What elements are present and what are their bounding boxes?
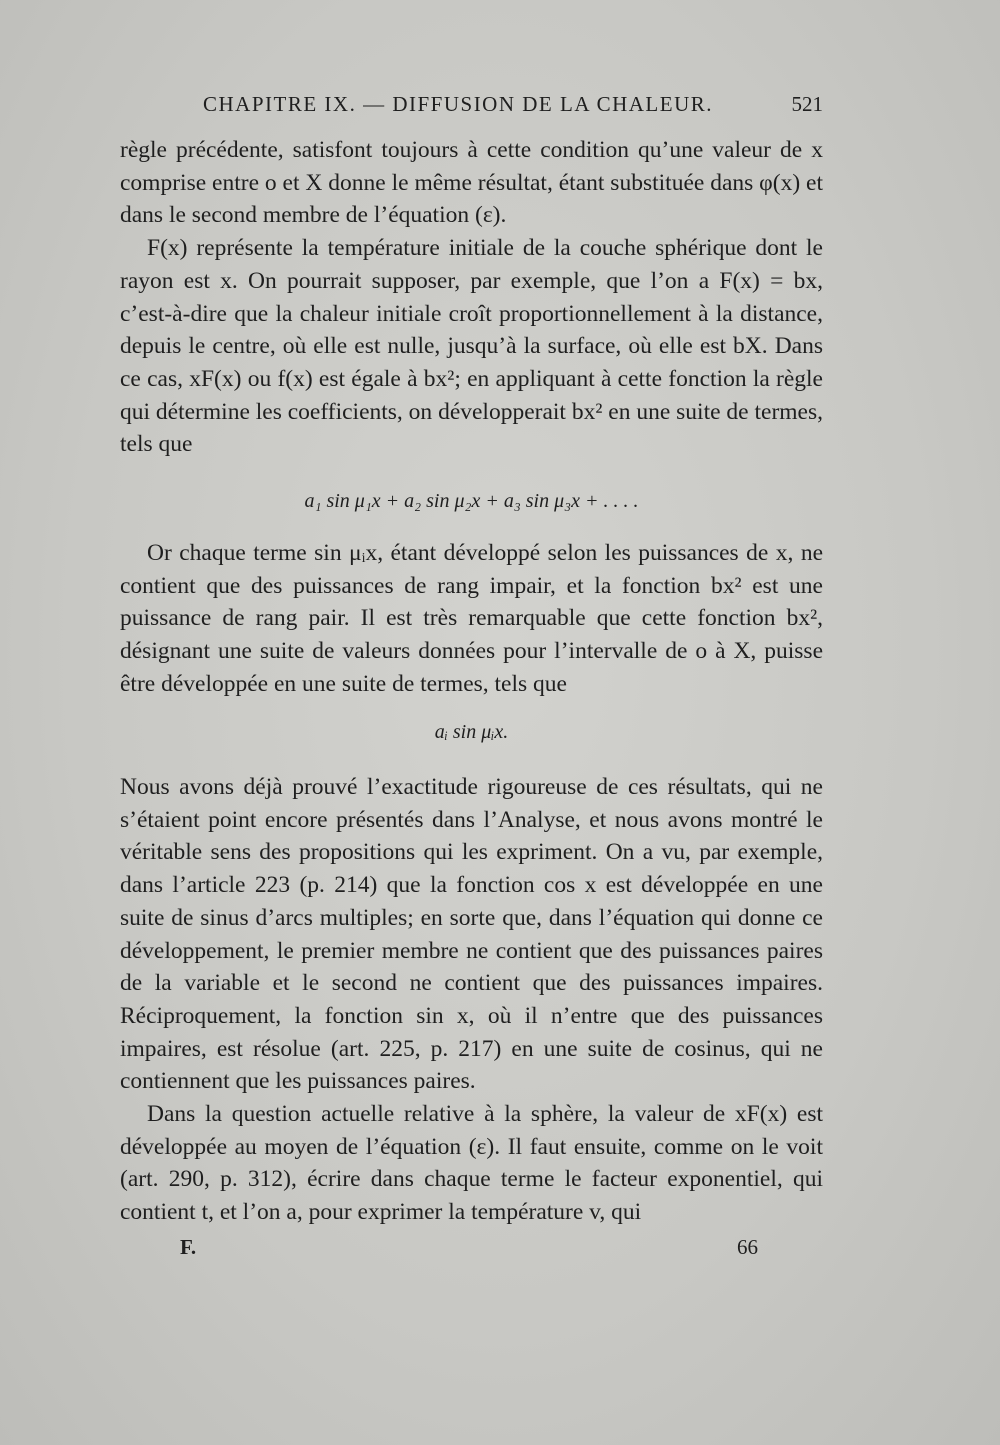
page-number: 521 [791, 92, 823, 116]
paragraph: Nous avons déjà prouvé l’exactitude rigoureuse de ces résultats, qui ne s’étaient point encore présentés dans l’Analyse, et nous avons montré le véritable sens des propositions qui les expriment. On a vu, par exemple, dans l’article 223 (p. 214) que la fonction cos x est développée en une suite de sinus d’arcs multiples; en sorte que, dans l’équation qui donne ce développement, le premier membre ne contient que des puissances paires de la variable et le second ne contient que des puissances impaires. Réciproquement, la fonction sin x, où il n’entre que des puissances impaires, est résolue (art. 225, p. 217) en une suite de cosinus, qui ne contiennent que les puissances paires. [120, 774, 823, 1095]
text-block-2 [120, 537, 823, 701]
running-header [203, 92, 823, 117]
formula-series: a₁ sin μ₁x + a₂ sin μ₂x + a₃ sin μ₃x + . . . . [304, 490, 639, 512]
text-block-1 [120, 134, 823, 461]
text-block-3 [120, 771, 823, 1229]
formula-term: aᵢ sin μᵢx. [434, 721, 509, 743]
paragraph: Or chaque terme sin μᵢx, étant développé selon les puissances de x, ne contient que des puissances de rang impair, et la fonction bx² est une puissance de rang pair. Il est très remarquable que cette fonction bx², désignant une suite de valeurs données pour l’intervalle de o à X, puisse être développée en une suite de termes, tels que [120, 540, 823, 697]
sheet-number: 66 [737, 1235, 758, 1259]
paragraph: F(x) représente la température initiale de la couche sphérique dont le rayon est x. On pourrait supposer, par exemple, que l’on a F(x) = bx, c’est-à-dire que la chaleur initiale croît proportionnellement à la distance, depuis le centre, où elle est nulle, jusqu’à la surface, où elle est bX. Dans ce cas, xF(x) ou f(x) est égale à bx²; en appliquant à cette fonction la règle qui détermine les coefficients, on développerait bx² en une suite de termes, tels que [120, 235, 823, 458]
paragraph: Dans la question actuelle relative à la sphère, la valeur de xF(x) est développée au moyen de l’équation (ε). Il faut ensuite, comme on le voit (art. 290, p. 312), écrire dans chaque terme le facteur exponentiel, qui contient t, et l’on a, pour exprimer la température v, qui [120, 1101, 823, 1226]
signature-mark: F. [180, 1235, 197, 1259]
paragraph: règle précédente, satisfont toujours à cette condition qu’une valeur de x comprise entre o et X donne le même résultat, étant substituée dans φ(x) et dans le second membre de l’équation (ε). [120, 137, 823, 229]
page-footer [180, 1235, 758, 1260]
running-title: CHAPITRE IX. — DIFFUSION DE LA CHALEUR. [203, 92, 714, 116]
